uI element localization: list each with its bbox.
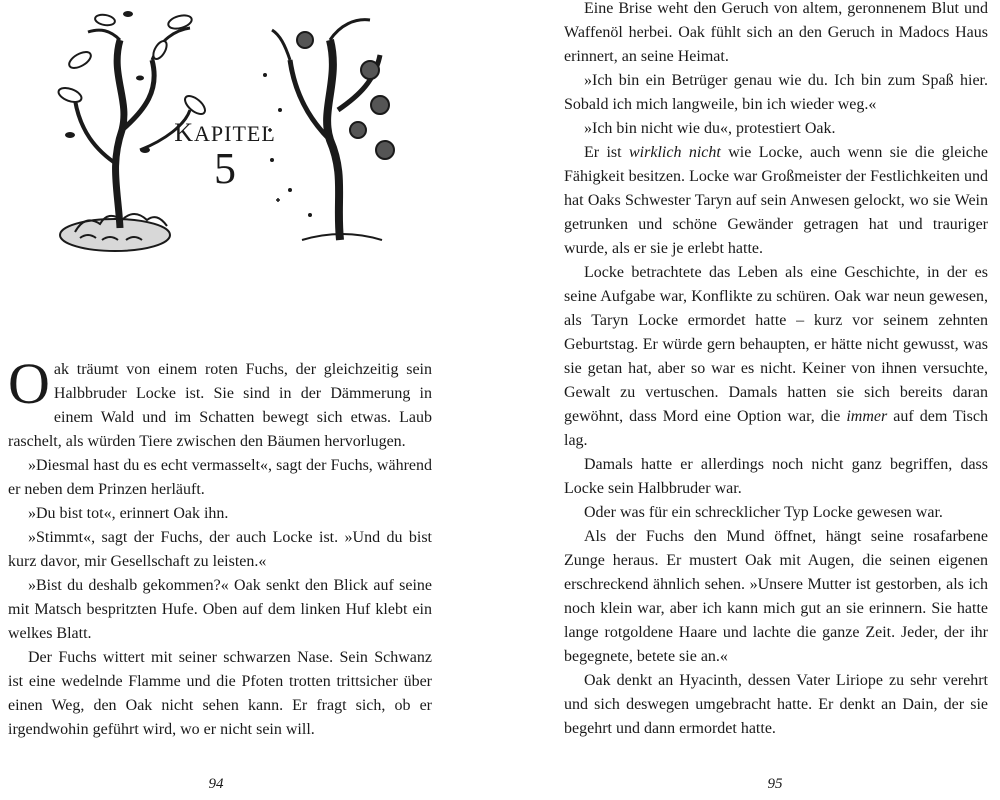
paragraph: Locke betrachtete das Leben als eine Geschichte, in der es seine Aufgabe war, Konflikte zu schüren. Oak war neun gewesen, als Taryn Locke ermordet hatte – kurz vor seinem zehnten Geburtstag. Er würde gern behaupten, er hätte nicht gewusst, was sie getan hat, aber so war es nicht. Keiner von ihnen versuchte, Gewalt zu vertuschen. Damals hatten sie sich bereits daran gewöhnt, dass Mord eine Option war, die immer auf dem Tisch lag. [564,264,988,449]
paragraph: Er ist wirklich nicht wie Locke, auch wenn sie die gleiche Fähigkeit besitzen. Locke war Großmeister der Festlichkeiten und hat Oaks Schwester Taryn auf sein Anwesen gelockt, wo sie Wein getrunken und schöne Gewänder getragen hat und trauriger wurde, als er sie je erlebt hatte. [564,144,989,257]
paragraph: Oak denkt an Hyacinth, dessen Vater Liriope zu sehr verehrt und sich deswegen umgebracht hatte. Er denkt an Dain, der sie begehrt und dann ermordet hatte. [564,672,988,737]
paragraph: »Stimmt«, sagt der Fuchs, der auch Locke ist. »Und du bist kurz davor, mir Gesellschaft zu leisten.« [8,529,432,570]
left-page [0,0,440,800]
chapter-number: 5 [214,144,236,193]
right-page [560,0,988,800]
chapter-heading [165,0,285,200]
chapter-label-rest: APITEL [194,121,276,146]
chapter-label-initial: K [174,118,194,147]
page-number-right: 95 [767,776,783,792]
paragraph: »Du bist tot«, erinnert Oak ihn. [28,505,229,522]
paragraph: Als der Fuchs den Mund öffnet, hängt seine rosafarbene Zunge heraus. Er mustert Oak mit Augen, die seinen eigenen erschreckend ähnlich sehen. »Unsere Mutter ist gestorben, als ich noch klein war, aber ich kann mich gut an sie erinnern. Sie hatte lange rotgoldene Haare und lachte die ganze Zeit. Jeder, der ihr begegnete, betete sie an.« [564,528,988,665]
paragraph: »Ich bin ein Betrüger genau wie du. Ich bin zum Spaß hier. Sobald ich mich langweile, bin ich wieder weg.« [564,72,988,113]
paragraph: Damals hatte er allerdings noch nicht ganz begriffen, dass Locke sein Halbbruder war. [564,456,988,497]
paragraph: Oder was für ein schrecklicher Typ Locke gewesen war. [584,504,943,521]
paragraph: »Ich bin nicht wie du«, protestiert Oak. [584,120,836,137]
paragraph: Der Fuchs wittert mit seiner schwarzen Nase. Sein Schwanz ist eine wedelnde Flamme und die Pfoten trotten trittsicher über einen Weg, den Oak nicht sehen kann. Er fragt sich, ob er irgendwohin geführt wird, wo er nicht sein will. [8,649,432,738]
emphasis: immer [846,408,888,425]
page-number-left: 94 [208,776,224,792]
right-body-text [564,0,988,741]
paragraph: »Bist du deshalb gekommen?« Oak senkt den Blick auf seine mit Matsch bespritzten Hufe. Oben auf dem linken Huf klebt ein welkes Blatt. [8,577,432,642]
drop-cap: O [8,351,50,416]
paragraph: Oak träumt von einem roten Fuchs, der gleichzeitig sein Halbbruder Locke ist. Sie sind in der Dämmerung in einem Wald und im Schatten bewegt sich etwas. Laub raschelt, als würden Tiere zwischen den Bäumen hervorlugen. [8,351,432,450]
paragraph: »Diesmal hast du es echt vermasselt«, sagt der Fuchs, während er neben dem Prinzen herläuft. [8,457,432,498]
paragraph: Eine Brise weht den Geruch von altem, geronnenem Blut und Waffenöl herbei. Oak fühlt sich an den Geruch in Madocs Haus erinnert, an seine Heimat. [564,0,988,65]
left-body-text [8,351,432,742]
emphasis: wirklich nicht [629,144,721,161]
